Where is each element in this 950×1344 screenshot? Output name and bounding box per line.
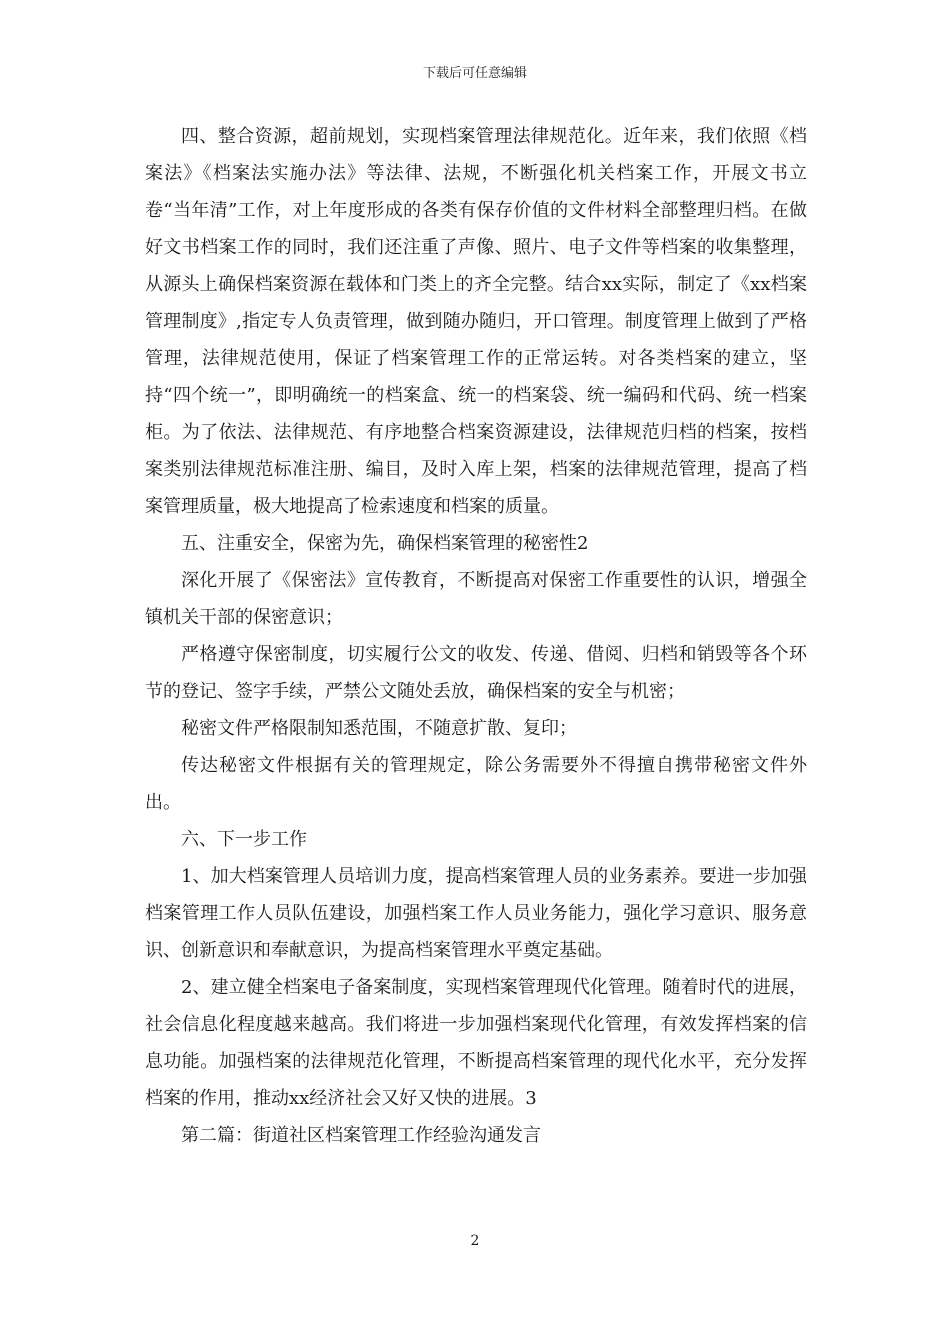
heading-next-steps: 六、下一步工作 <box>181 829 307 850</box>
heading-security-confidentiality: 五、注重安全，保密为先，确保档案管理的秘密性2 <box>181 533 589 554</box>
page-header: 下载后可任意编辑 <box>422 66 527 81</box>
paragraph-secrecy-rules: 严格遵守保密制度，切实履行公文的收发、传递、借阅、归档和销毁等各个环节的登记、签字手续，严禁公文随处丢放，确保档案的安全与机密； <box>145 644 807 702</box>
paragraph-secret-file-transport: 传达秘密文件根据有关的管理规定，除公务需要外不得擅自携带秘密文件外出。 <box>145 755 807 813</box>
document-body <box>145 118 807 1154</box>
page-number: 2 <box>470 1233 480 1249</box>
paragraph-secrecy-education: 深化开展了《保密法》宣传教育，不断提高对保密工作重要性的认识，增强全镇机关干部的保密意识； <box>145 570 807 628</box>
paragraph-electronic-archives: 2、建立健全档案电子备案制度，实现档案管理现代化管理。随着时代的进展，社会信息化程度越来越高。我们将进一步加强档案现代化管理，有效发挥档案的信息功能。加强档案的法律规范化管理，不断提高档案管理的现代化水平，充分发挥档案的作用，推动xx经济社会又好又快的进展。3 <box>145 977 807 1109</box>
paragraph-archive-standardization: 四、整合资源，超前规划，实现档案管理法律规范化。近年来，我们依照《档案法》《档案法实施办法》等法律、法规，不断强化机关档案工作，开展文书立卷“当年清”工作，对上年度形成的各类有保存价值的文件材料全部整理归档。在做好文书档案工作的同时，我们还注重了声像、照片、电子文件等档案的收集整理，从源头上确保档案资源在载体和门类上的齐全完整。结合xx实际，制定了《xx档案管理制度》,指定专人负责管理，做到随办随归，开口管理。制度管理上做到了严格管理，法律规范使用，保证了档案管理工作的正常运转。对各类档案的建立，坚持“四个统一”，即明确统一的档案盒、统一的档案袋、统一编码和代码、统一档案柜。为了依法、法律规范、有序地整合档案资源建设，法律规范归档的档案，按档案类别法律规范标准注册、编目，及时入库上架，档案的法律规范管理，提高了档案管理质量，极大地提高了检索速度和档案的质量。 <box>145 126 807 517</box>
heading-second-article: 第二篇：街道社区档案管理工作经验沟通发言 <box>181 1125 541 1146</box>
paragraph-secret-file-scope: 秘密文件严格限制知悉范围，不随意扩散、复印； <box>181 718 577 739</box>
paragraph-staff-training: 1、加大档案管理人员培训力度，提高档案管理人员的业务素养。要进一步加强档案管理工作人员队伍建设，加强档案工作人员业务能力，强化学习意识、服务意识、创新意识和奉献意识，为提高档案管理水平奠定基础。 <box>145 866 807 961</box>
